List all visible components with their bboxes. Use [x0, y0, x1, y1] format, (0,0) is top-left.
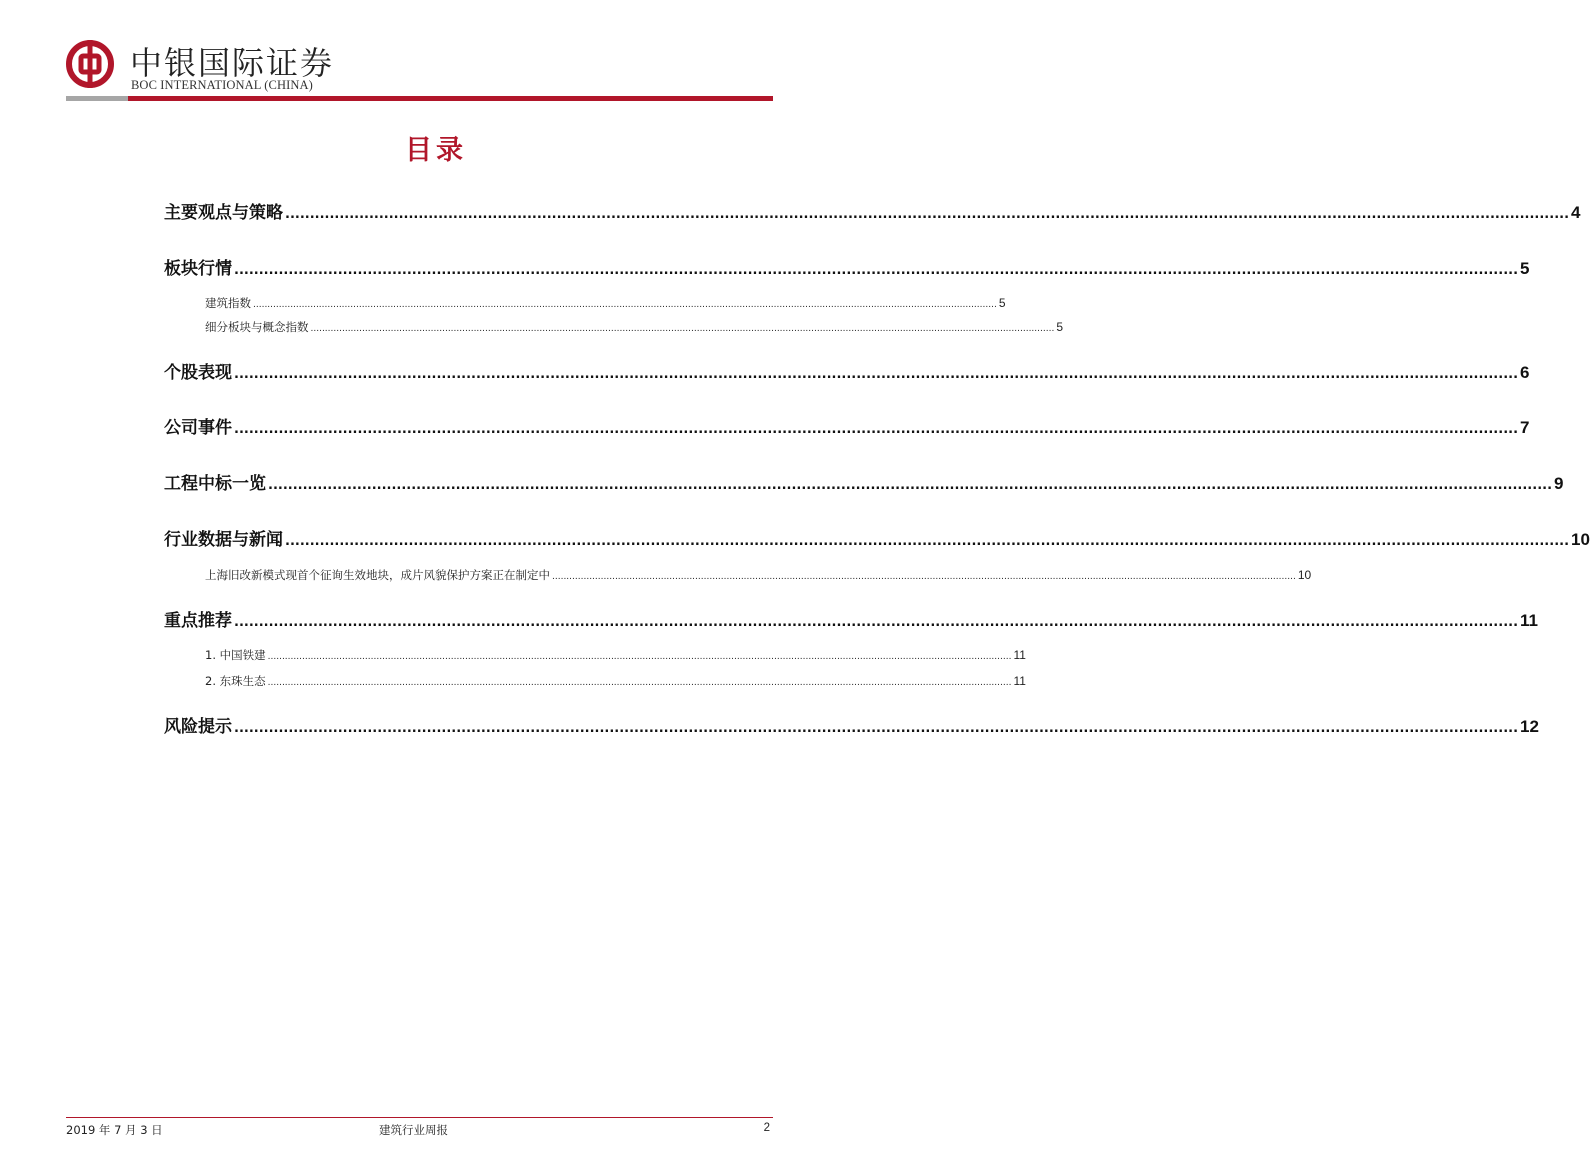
leader-dots: .................................................................................................................................................................................................................................................................... [234, 721, 1519, 736]
leader-dots: .................................................................................................................................................................................................................................................................... [234, 367, 1519, 382]
toc-entry-page: 11 [1013, 674, 1026, 688]
leader-dots: .................................................................................................................................................................................................................................................................... [310, 324, 1055, 334]
boc-logo-icon [66, 40, 114, 88]
brand-name-cn: 中银国际证券 [130, 44, 335, 82]
leader-dots: .................................................................................................................................................................................................................................................................... [267, 678, 1012, 688]
toc-entry-page: 4 [1571, 203, 1581, 222]
report-title: 建筑行业周报 [379, 1123, 448, 1137]
toc-entry[interactable] [164, 606, 1538, 631]
toc-entry-text: 公司事件 [164, 418, 232, 438]
toc-entry-text: 个股表现 [164, 363, 232, 383]
leader-dots: .................................................................................................................................................................................................................................................................... [267, 652, 1012, 662]
toc-subentry[interactable] [205, 319, 1064, 335]
toc-entry-text: 行业数据与新闻 [164, 530, 283, 550]
toc-entry[interactable] [164, 469, 1564, 494]
footer-rule [66, 1117, 773, 1118]
toc-entry[interactable] [164, 254, 1530, 279]
toc-entry[interactable] [164, 198, 1581, 223]
toc-entry-text: 细分板块与概念指数 [205, 320, 309, 334]
toc-entry-text: 重点推荐 [164, 611, 232, 631]
header-rule [66, 96, 773, 101]
toc-subentry[interactable] [205, 567, 1312, 583]
toc-entry-text: 建筑指数 [205, 296, 251, 310]
toc-entry[interactable] [164, 358, 1530, 383]
toc-entry-text: 2. 东珠生态 [205, 674, 266, 688]
toc-subentry[interactable] [205, 295, 1006, 311]
report-date: 2019 年 7 月 3 日 [66, 1123, 163, 1137]
toc-entry-text: 工程中标一览 [164, 474, 266, 494]
page-number: 2 [763, 1122, 770, 1134]
toc-entry-text: 主要观点与策略 [164, 203, 283, 223]
toc-entry-page: 12 [1520, 717, 1539, 736]
leader-dots: .................................................................................................................................................................................................................................................................... [268, 478, 1553, 493]
leader-dots: .................................................................................................................................................................................................................................................................... [234, 263, 1519, 278]
toc-entry-page: 10 [1297, 568, 1312, 582]
toc-entry-page: 11 [1013, 648, 1026, 662]
toc-entry-page: 10 [1571, 530, 1590, 549]
toc-entry[interactable] [164, 525, 1590, 550]
toc-subentry[interactable] [205, 673, 1026, 689]
leader-dots: .................................................................................................................................................................................................................................................................... [253, 300, 997, 310]
toc-entry-page: 11 [1520, 611, 1538, 630]
leader-dots: .................................................................................................................................................................................................................................................................... [234, 615, 1519, 630]
toc-entry-text: 1. 中国铁建 [205, 648, 266, 662]
toc-entry-text: 风险提示 [164, 717, 232, 737]
toc-entry-text: 上海旧改新模式现首个征询生效地块，成片风貌保护方案正在制定中 [205, 568, 550, 582]
toc-entry-page: 6 [1520, 363, 1530, 382]
toc-entry-page: 9 [1554, 474, 1564, 493]
brand-name-en: BOC INTERNATIONAL (CHINA) [131, 78, 313, 92]
leader-dots: .................................................................................................................................................................................................................................................................... [234, 422, 1519, 437]
toc-entry[interactable] [164, 712, 1539, 737]
toc-title: 目录 [405, 135, 467, 166]
toc-entry-page: 5 [1056, 320, 1064, 334]
toc-subentry[interactable] [205, 647, 1026, 663]
toc-entry-page: 7 [1520, 418, 1530, 437]
toc-entry[interactable] [164, 413, 1530, 438]
toc-entry-page: 5 [1520, 259, 1530, 278]
toc-entry-text: 板块行情 [164, 259, 232, 279]
leader-dots: .................................................................................................................................................................................................................................................................... [285, 534, 1570, 549]
leader-dots: .................................................................................................................................................................................................................................................................... [552, 572, 1296, 582]
leader-dots: .................................................................................................................................................................................................................................................................... [285, 207, 1570, 222]
toc-entry-page: 5 [998, 296, 1006, 310]
